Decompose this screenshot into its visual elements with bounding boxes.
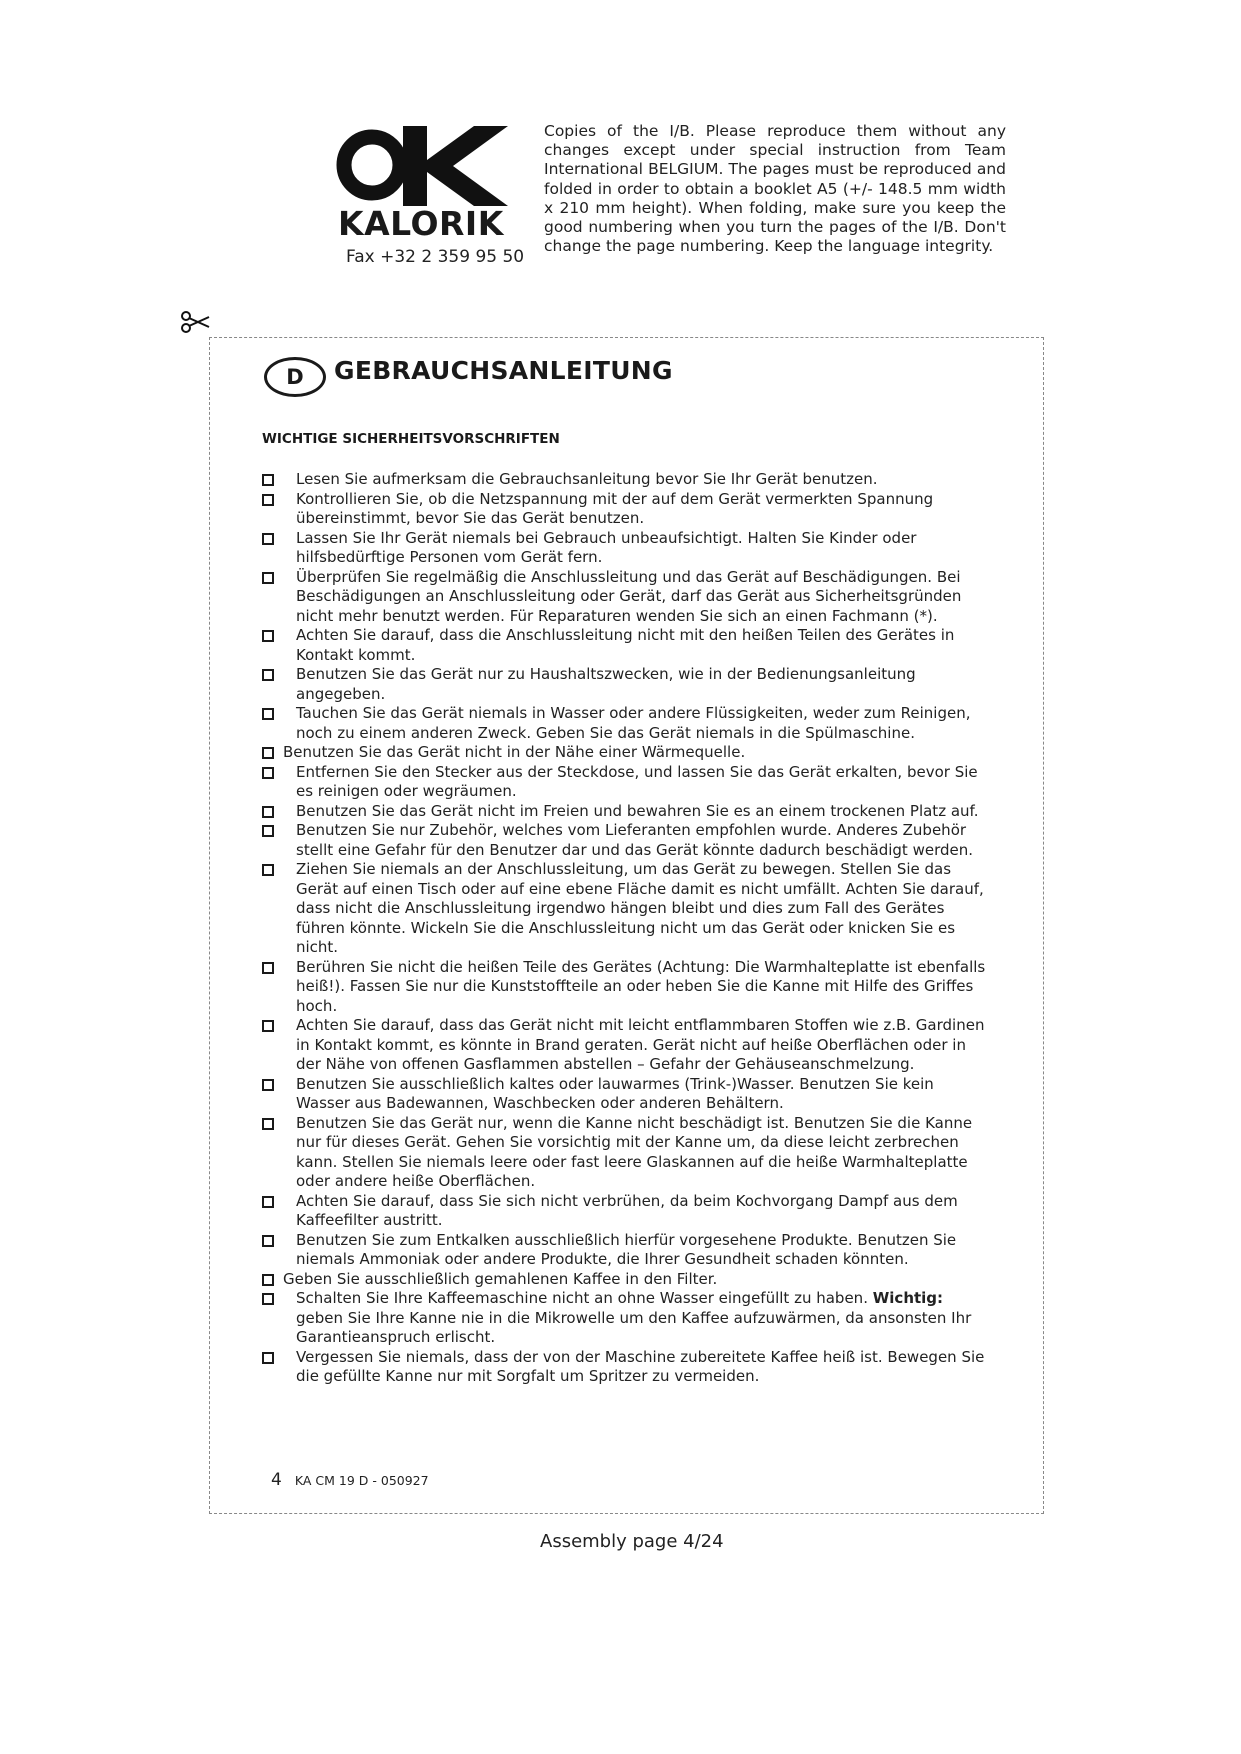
list-item-text: Entfernen Sie den Stecker aus der Steckdose, und lassen Sie das Gerät erkalten, bevor Sie es reinigen oder wegräumen. — [296, 762, 978, 800]
checkbox-bullet-icon — [262, 1079, 274, 1091]
list-item-text: Vergessen Sie niemals, dass der von der Maschine zubereitete Kaffee heiß ist. Bewegen Sie die gefüllte Kanne nur mit Sorgfalt um Spritzer zu vermeiden. — [296, 1347, 985, 1385]
list-item — [262, 704, 990, 743]
section-heading: WICHTIGE SICHERHEITSVORSCHRIFTEN — [262, 431, 560, 447]
footer-code — [271, 1470, 429, 1490]
checkbox-bullet-icon — [262, 708, 274, 720]
checkbox-bullet-icon — [262, 1352, 274, 1364]
list-item-text: Kontrollieren Sie, ob die Netzspannung mit der auf dem Gerät vermerkten Spannung übereinstimmt, bevor Sie das Gerät benutzen. — [296, 489, 934, 527]
important-label: Wichtig: — [872, 1289, 944, 1307]
checkbox-bullet-icon — [262, 533, 274, 545]
list-item — [262, 860, 990, 958]
list-item-text: Ziehen Sie niemals an der Anschlussleitung, um das Gerät zu bewegen. Stellen Sie das Gerät auf einen Tisch oder auf eine ebene Fläche damit es nicht umfällt. Achten Sie darauf, dass nicht die Anschlussleitung irgendwo hängen bleibt und dies zum Fall des Gerätes führen könnte. Wickeln Sie die Anschlussleitung nicht um das Gerät oder knicken Sie es nicht. — [296, 860, 984, 956]
list-item-text: Benutzen Sie das Gerät nicht im Freien und bewahren Sie es an einem trockenen Platz auf. — [296, 801, 979, 820]
list-item — [262, 568, 990, 627]
list-item — [262, 802, 990, 822]
list-item — [262, 958, 990, 1017]
list-item — [262, 821, 990, 860]
safety-list — [262, 470, 990, 1387]
list-item — [262, 665, 990, 704]
list-item — [262, 470, 990, 490]
kalorik-logo — [336, 124, 516, 243]
list-item-text: Benutzen Sie ausschließlich kaltes oder lauwarmes (Trink-)Wasser. Benutzen Sie kein Wasser aus Badewannen, Waschbecken oder anderen Behältern. — [296, 1074, 934, 1112]
list-item-text: Achten Sie darauf, dass die Anschlussleitung nicht mit den heißen Teilen des Gerätes in Kontakt kommt. — [296, 626, 955, 664]
checkbox-bullet-icon — [262, 1118, 274, 1130]
language-badge: D — [264, 357, 326, 397]
list-item-text: Benutzen Sie zum Entkalken ausschließlich hierfür vorgesehene Produkte. Benutzen Sie niemals Ammoniak oder andere Produkte, die Ihrer Gesundheit schaden könnten. — [296, 1230, 957, 1268]
list-item — [262, 626, 990, 665]
list-item — [262, 1075, 990, 1114]
list-item — [262, 1192, 990, 1231]
list-item — [262, 763, 990, 802]
list-item-text: Schalten Sie Ihre Kaffeemaschine nicht an ohne Wasser eingefüllt zu haben. Wichtig: geben Sie Ihre Kanne nie in die Mikrowelle um den Kaffee aufzuwärmen, da ansonsten Ihr Garantieanspruch erlischt. — [296, 1289, 972, 1346]
checkbox-bullet-icon — [262, 1020, 274, 1032]
checkbox-bullet-icon — [262, 1196, 274, 1208]
list-item-text: Achten Sie darauf, dass Sie sich nicht verbrühen, da beim Kochvorgang Dampf aus dem Kaffeefilter austritt. — [296, 1191, 958, 1229]
checkbox-bullet-icon — [262, 669, 274, 681]
checkbox-bullet-icon — [262, 1293, 274, 1305]
checkbox-bullet-icon — [262, 494, 274, 506]
list-item — [262, 1348, 990, 1387]
checkbox-bullet-icon — [262, 1235, 274, 1247]
list-item — [262, 1231, 990, 1270]
document-code: KA CM 19 D - 050927 — [294, 1473, 429, 1488]
list-item — [262, 1289, 990, 1348]
checkbox-bullet-icon — [262, 806, 274, 818]
list-item-text: Geben Sie ausschließlich gemahlenen Kaffee in den Filter. — [283, 1269, 718, 1288]
checkbox-bullet-icon — [262, 747, 274, 759]
checkbox-bullet-icon — [262, 1274, 274, 1286]
list-item — [262, 529, 990, 568]
checkbox-bullet-icon — [262, 864, 274, 876]
list-item-text: Berühren Sie nicht die heißen Teile des Gerätes (Achtung: Die Warmhalteplatte ist ebenfalls heiß!). Fassen Sie nur die Kunststoffteile an oder heben Sie die Kanne mit Hilfe des Griffes hoch. — [296, 957, 986, 1015]
list-item-text: Überprüfen Sie regelmäßig die Anschlussleitung und das Gerät auf Beschädigungen. Bei Beschädigungen an Anschlussleitung oder Gerät, darf das Gerät aus Sicherheitsgründen nicht mehr benutzt werden. Für Reparaturen wenden Sie sich an einen Fachmann (*). — [296, 567, 962, 625]
list-item-text: Tauchen Sie das Gerät niemals in Wasser oder andere Flüssigkeiten, weder zum Reinigen, noch zu einem anderen Zweck. Geben Sie das Gerät niemals in die Spülmaschine. — [296, 704, 971, 742]
checkbox-bullet-icon — [262, 767, 274, 779]
brand-name: KALORIK — [338, 204, 504, 243]
manual-title: GEBRAUCHSANLEITUNG — [334, 356, 673, 385]
checkbox-bullet-icon — [262, 630, 274, 642]
assembly-note: Assembly page 4/24 — [540, 1531, 724, 1552]
list-item-text: Lassen Sie Ihr Gerät niemals bei Gebrauch unbeaufsichtigt. Halten Sie Kinder oder hilfsbedürftige Personen vom Gerät fern. — [296, 528, 917, 566]
list-item-text: Benutzen Sie das Gerät nur, wenn die Kanne nicht beschädigt ist. Benutzen Sie die Kanne nur für dieses Gerät. Gehen Sie vorsichtig mit der Kanne um, da diese leicht zerbrechen kann. Stellen Sie niemals leere oder fast leere Glaskannen auf die heiße Warmhalteplatte oder andere heiße Oberflächen. — [296, 1113, 973, 1190]
list-item — [262, 1016, 990, 1075]
list-item — [262, 1270, 990, 1290]
reproduction-instructions: Copies of the I/B. Please reproduce them without any changes except under special instruction from Team International BELGIUM. The pages must be reproduced and folded in order to obtain a booklet A5 (+/- 148.5 mm width x 210 mm height). When folding, make sure you keep the good numbering when you turn the pages of the I/B. Don't change the page numbering. Keep the language integrity. — [544, 122, 1006, 256]
checkbox-bullet-icon — [262, 825, 274, 837]
checkbox-bullet-icon — [262, 474, 274, 486]
list-item-text: Benutzen Sie das Gerät nur zu Haushaltszwecken, wie in der Bedienungsanleitung angegeben. — [296, 665, 916, 703]
fax-number: Fax +32 2 359 95 50 — [346, 247, 525, 267]
list-item-text: Benutzen Sie nur Zubehör, welches vom Lieferanten empfohlen wurde. Anderes Zubehör stellt eine Gefahr für den Benutzer dar und das Gerät könnte dadurch beschädigt werden. — [296, 821, 973, 859]
list-item — [262, 490, 990, 529]
checkbox-bullet-icon — [262, 572, 274, 584]
list-item-text: Lesen Sie aufmerksam die Gebrauchsanleitung bevor Sie Ihr Gerät benutzen. — [296, 470, 878, 488]
list-item-text: Achten Sie darauf, dass das Gerät nicht mit leicht entflammbaren Stoffen wie z.B. Gardinen in Kontakt kommt, es könnte in Brand geraten. Gerät nicht auf heiße Oberflächen oder in der Nähe von offenen Gasflammen abstellen – Gefahr der Gehäuseanschmelzung. — [296, 1016, 985, 1073]
list-item — [262, 1114, 990, 1192]
page-number: 4 — [271, 1470, 282, 1490]
list-item-text: Benutzen Sie das Gerät nicht in der Nähe einer Wärmequelle. — [283, 743, 746, 761]
checkbox-bullet-icon — [262, 962, 274, 974]
list-item — [262, 743, 990, 763]
scissors-icon — [180, 310, 210, 334]
